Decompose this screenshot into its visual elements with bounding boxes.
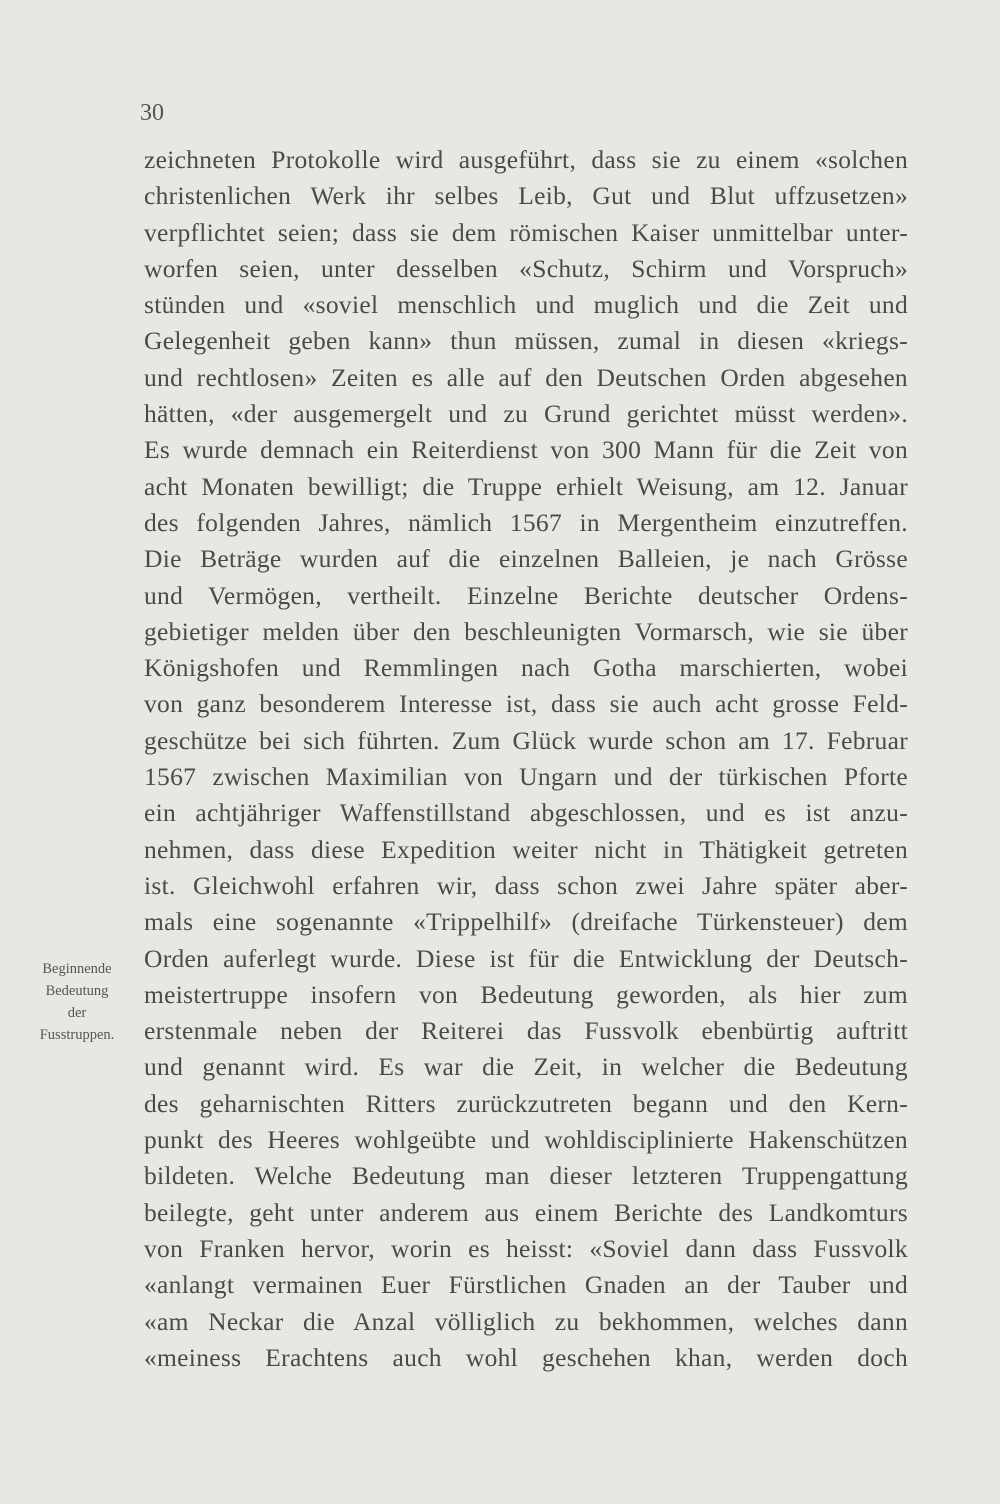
text-line: von Franken hervor, worin es heisst: «Soviel dann dass Fussvolk: [144, 1233, 908, 1263]
text-line: beilegte, geht unter anderem aus einem Berichte des Landkomturs: [144, 1197, 908, 1227]
text-line: acht Monaten bewilligt; die Truppe erhielt Weisung, am 12. Januar: [144, 471, 908, 501]
text-line: hätten, «der ausgemergelt und zu Grund gerichtet müsst werden».: [144, 399, 908, 429]
margin-note-line: Fusstruppen.: [39, 1027, 115, 1043]
text-line: stünden und «soviel menschlich und muglich und die Zeit und: [144, 290, 908, 320]
text-line: verpflichtet seien; dass sie dem römischen Kaiser unmittelbar unter-: [144, 217, 908, 247]
margin-note-line: der: [67, 1005, 87, 1021]
text-line: ein achtjähriger Waffenstillstand abgeschlossen, und es ist anzu-: [144, 798, 908, 828]
text-line: ist. Gleichwohl erfahren wir, dass schon zwei Jahre später aber-: [144, 870, 908, 900]
text-line: 1567 zwischen Maximilian von Ungarn und der türkischen Pforte: [144, 762, 908, 792]
text-line: Es wurde demnach ein Reiterdienst von 300 Mann für die Zeit von: [144, 435, 908, 465]
text-line: «am Neckar die Anzal völliglich zu bekhommen, welches dann: [144, 1306, 908, 1336]
text-line: gebietiger melden über den beschleunigten Vormarsch, wie sie über: [144, 616, 908, 646]
text-line: christenlichen Werk ihr selbes Leib, Gut und Blut uffzusetzen»: [144, 181, 908, 211]
margin-note-line: Beginnende: [42, 961, 112, 977]
text-line: des folgenden Jahres, nämlich 1567 in Mergentheim einzutreffen.: [144, 507, 908, 537]
text-line: Königshofen und Remmlingen nach Gotha marschierten, wobei: [144, 653, 908, 683]
text-line: erstenmale neben der Reiterei das Fussvolk ebenbürtig auftritt: [144, 1016, 908, 1046]
text-line: bildeten. Welche Bedeutung man dieser letzteren Truppengattung: [144, 1161, 908, 1191]
margin-note: [24, 958, 130, 1046]
text-line: und rechtlosen» Zeiten es alle auf den Deutschen Orden abgesehen: [144, 362, 908, 392]
text-line: «meiness Erachtens auch wohl geschehen khan, werden doch: [144, 1342, 908, 1372]
margin-note-line: Bedeutung: [45, 983, 109, 999]
text-line: Orden auferlegt wurde. Diese ist für die Entwicklung der Deutsch-: [144, 943, 908, 973]
text-line: «anlangt vermainen Euer Fürstlichen Gnaden an der Tauber und: [144, 1270, 908, 1300]
text-line: nehmen, dass diese Expedition weiter nicht in Thätigkeit getreten: [144, 834, 908, 864]
text-line: geschütze bei sich führten. Zum Glück wurde schon am 17. Februar: [144, 725, 908, 755]
text-line: Die Beträge wurden auf die einzelnen Balleien, je nach Grösse: [144, 544, 908, 574]
text-line: des geharnischten Ritters zurückzutreten begann und den Kern-: [144, 1088, 908, 1118]
text-line: punkt des Heeres wohlgeübte und wohldisciplinierte Hakenschützen: [144, 1125, 908, 1155]
text-line: und Vermögen, vertheilt. Einzelne Berichte deutscher Ordens-: [144, 580, 908, 610]
body-text: [144, 142, 908, 1376]
text-line: worfen seien, unter desselben «Schutz, Schirm und Vorspruch»: [144, 253, 908, 283]
text-line: Gelegenheit geben kann» thun müssen, zumal in diesen «kriegs-: [144, 326, 908, 356]
text-line: zeichneten Protokolle wird ausgeführt, dass sie zu einem «solchen: [144, 145, 908, 174]
text-line: und genannt wird. Es war die Zeit, in welcher die Bedeutung: [144, 1052, 908, 1082]
text-line: von ganz besonderem Interesse ist, dass sie auch acht grosse Feld-: [144, 689, 908, 719]
text-line: mals eine sogenannte «Trippelhilf» (dreifache Türkensteuer) dem: [144, 907, 908, 937]
page-number: 30: [140, 100, 164, 126]
text-line: meistertruppe insofern von Bedeutung geworden, als hier zum: [144, 979, 908, 1009]
